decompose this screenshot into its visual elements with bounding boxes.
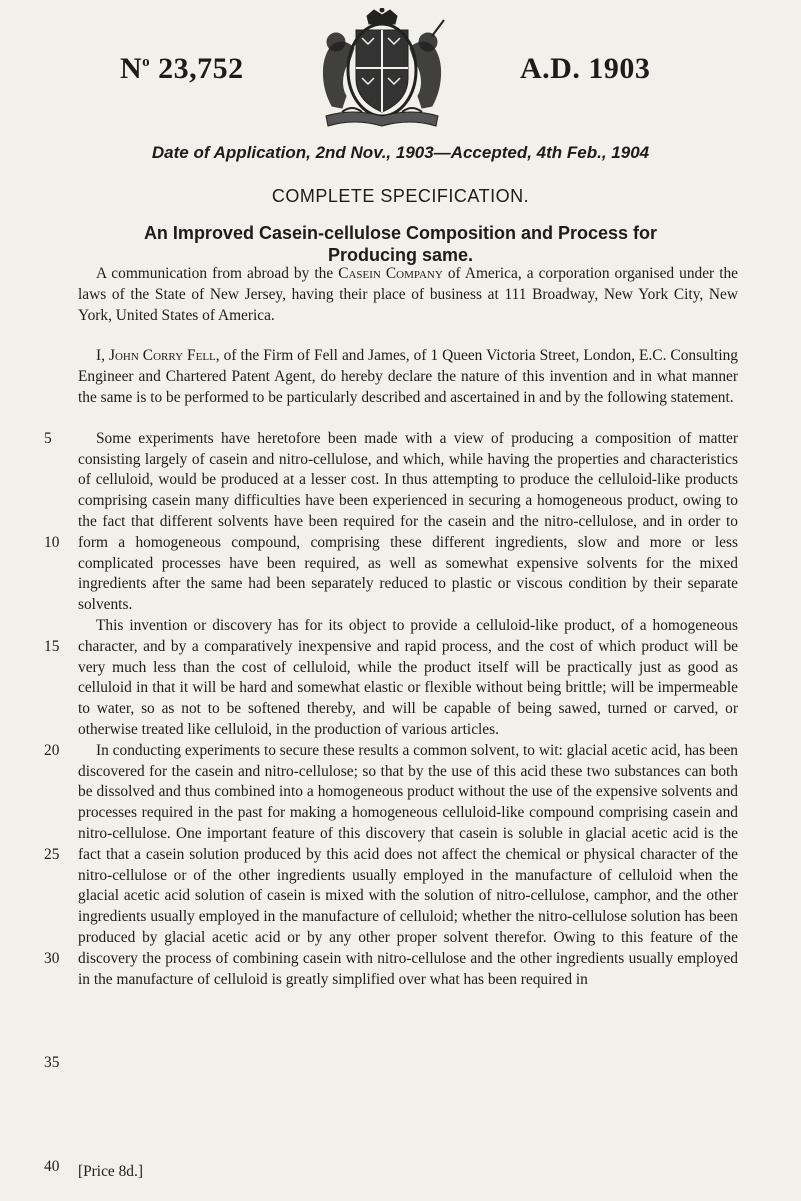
line-number: 20: [44, 742, 60, 760]
paragraph-declaration: I, John Corry Fell, of the Firm of Fell and James, of 1 Queen Victoria Street, London, E.C. Consulting Engineer and Chartered Patent Agent, do hereby declare the nature of this invention and in what manner the same is to be performed to be particularly described and ascertained in and by the following statement.: [78, 347, 738, 406]
year: A.D. 1903: [520, 52, 651, 85]
paragraph-communication: A communication from abroad by the Casein Company of America, a corporation organised under the laws of the State of New Jersey, having their place of business at 111 Broadway, New York City, New York, United States of America.: [78, 265, 739, 324]
line-number: 10: [44, 534, 60, 552]
line-number: 40: [44, 1158, 60, 1176]
line-number: 5: [44, 430, 52, 448]
paragraph-experiments: In conducting experiments to secure these results a common solvent, to wit: glacial acetic acid, has been discovered for the casein and nitro-cellulose; so that by the use of this acid these two substances can both be dissolved and thus combined into a homogeneous product without the use of the expensive solvents and processes required in the past for making a homogeneous celluloid-like compound comprising casein and nitro-cellulose. One important feature of this discovery that casein is soluble in glacial acetic acid is the fact that a casein solution produced by this acid does not affect the chemical or physical character of the nitro-cellulose or of the other ingredients usually employed in the manufacture of celluloid when the glacial acetic acid solution of casein is mixed with the solution of nitro-cellulose, camphor, and the other ingredients usually employed in the manufacture of celluloid; whether the nitro-cellulose solution has been produced by glacial acetic acid or by any other proper solvent therefor. Owing to this feature of the discovery the process of combining casein with nitro-cellulose and the other ingredients usually employed in the manufacture of celluloid is greatly simplified over what has been required in: [78, 741, 738, 988]
number-value: 23,752: [158, 52, 244, 85]
invention-title-line-2: Producing same.: [327, 245, 474, 265]
paragraph-background: Some experiments have heretofore been made with a view of producing a composition of matter consisting largely of casein and nitro-cellulose, and which, while having the properties and characteristics of celluloid, would be produced at a lesser cost. In thus attempting to produce the celluloid-like products comprising casein many difficulties have been experienced in securing a homogeneous product, owing to the fact that different solvents have been required for the casein and the nitro-cellulose, and in order to form a homogeneous compound, comprising these different ingredients, slow and more or less complicated processes have been required, as well as somewhat expensive solvents for the mixed ingredients after the same had been separately reduced to plastic or viscous condition by their separate solvents.: [78, 429, 738, 614]
paragraph-object: This invention or discovery has for its object to provide a celluloid-like product, of a homogeneous character, and by a comparatively inexpensive and rapid process, and the cost of which product will be very much less than the cost of celluloid, while the product itself will be practically just as good as celluloid in that it will be hard and somewhat elastic or flexible without being brittle; will be impermeable to water, so as not to be softened thereby, and will be capable of being sawed, turned or carved, or otherwise treated like celluloid, in the production of various articles.: [78, 616, 738, 738]
line-number: 35: [44, 1054, 60, 1072]
specification-heading: COMPLETE SPECIFICATION.: [271, 186, 530, 206]
patent-number: [120, 52, 244, 86]
line-number-column: [0, 0, 60, 1201]
specification-body: [78, 264, 738, 990]
line-number: 15: [44, 638, 60, 656]
invention-title: [0, 222, 801, 266]
number-superscript: o: [142, 54, 151, 70]
number-prefix: N: [120, 52, 143, 85]
royal-coat-of-arms-seal: [312, 8, 452, 131]
price-note: [Price 8d.]: [78, 1163, 143, 1180]
line-number: 30: [44, 950, 60, 968]
agent-name: John Corry Fell: [108, 347, 216, 365]
line-number: 25: [44, 846, 60, 864]
company-name: Casein Company: [338, 265, 443, 282]
application-date-line: Date of Application, 2nd Nov., 1903—Accepted, 4th Feb., 1904: [151, 143, 650, 162]
invention-title-line-1: An Improved Casein-cellulose Composition and Process for: [143, 223, 658, 243]
